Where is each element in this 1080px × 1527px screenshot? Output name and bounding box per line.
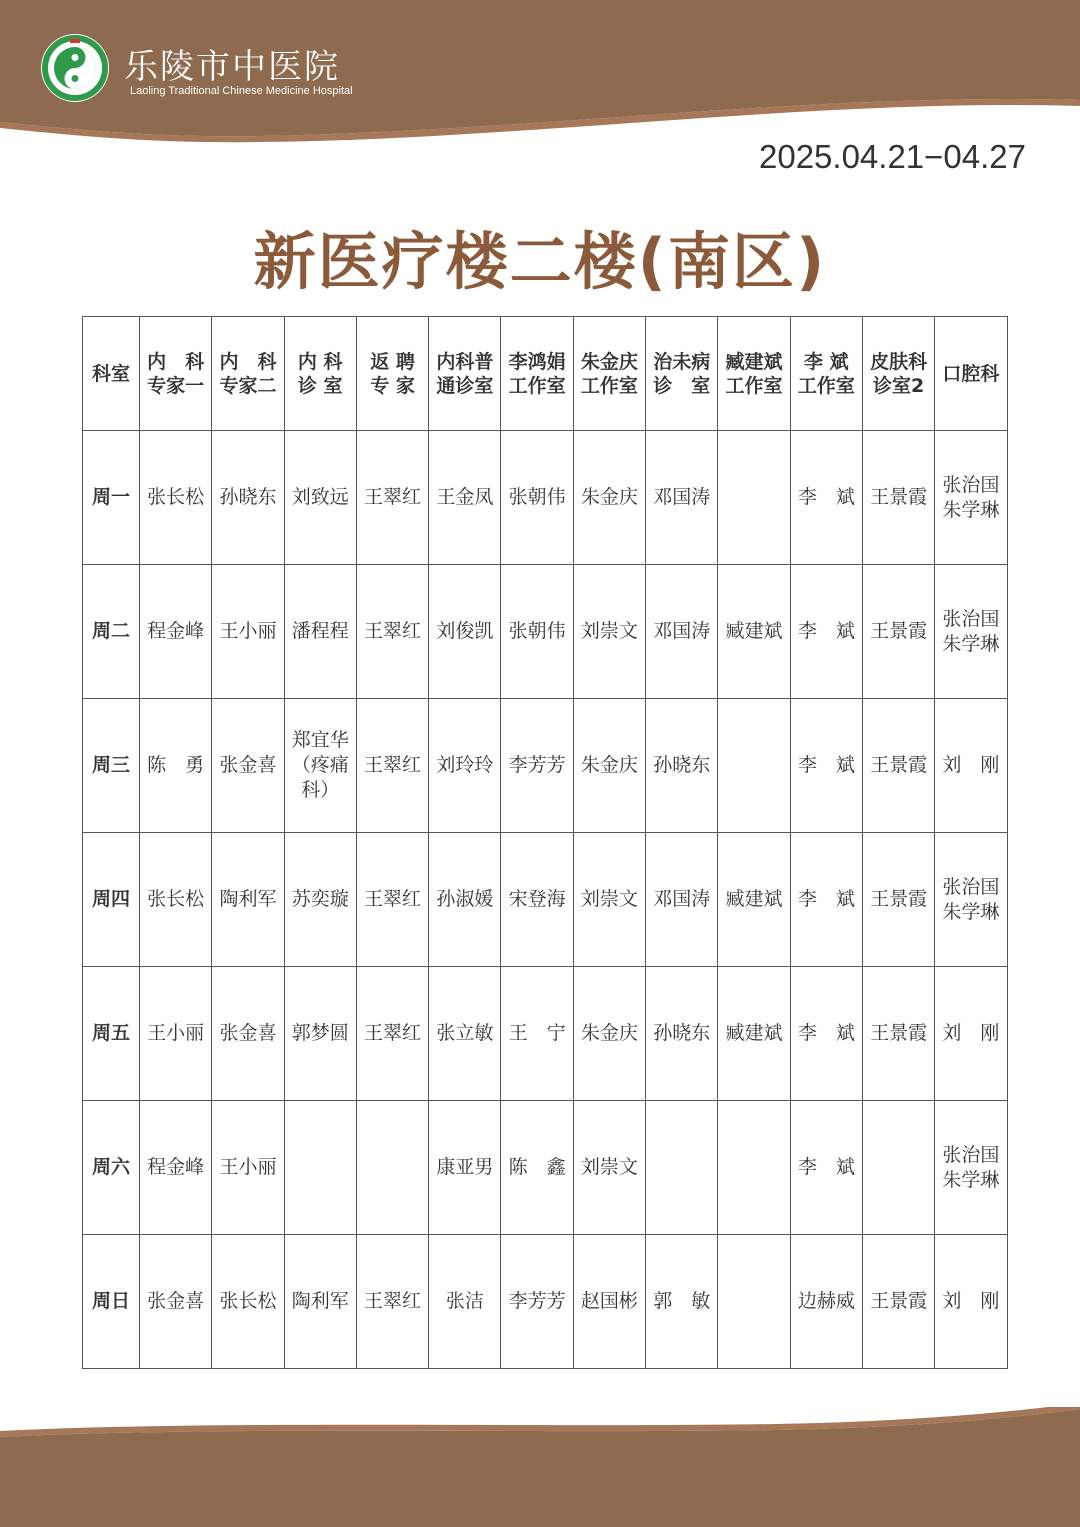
column-header-line: 通诊室 — [436, 374, 494, 397]
duty-cell — [284, 431, 356, 565]
duty-schedule-table — [82, 316, 1008, 1369]
duty-cell — [573, 1101, 645, 1235]
duty-cell — [790, 565, 862, 699]
column-header — [790, 317, 862, 431]
duty-cell — [284, 833, 356, 967]
duty-cell — [356, 1235, 428, 1369]
column-header-line: 返 聘 — [370, 350, 415, 373]
doctor-name: 李芳芳 — [508, 1290, 566, 1312]
duty-cell — [573, 833, 645, 967]
doctor-name: 张金喜 — [219, 754, 277, 776]
duty-cell — [429, 1235, 501, 1369]
duty-cell — [212, 833, 284, 967]
table-row — [83, 1235, 1008, 1369]
doctor-name: 张治国 — [942, 473, 1000, 496]
duty-cell — [212, 699, 284, 833]
duty-cell — [501, 699, 573, 833]
table-row — [83, 967, 1008, 1101]
day-label: 周六 — [83, 1101, 140, 1235]
duty-cell — [790, 1101, 862, 1235]
date-range: 2025.04.21−04.27 — [758, 138, 1026, 175]
page-title: 新医疗楼二楼(南区) — [253, 225, 827, 298]
duty-cell — [646, 565, 718, 699]
duty-cell — [212, 1101, 284, 1235]
day-label: 周四 — [83, 833, 140, 967]
duty-cell — [790, 967, 862, 1101]
doctor-name: 王景霞 — [870, 486, 928, 508]
column-header-line: 口腔科 — [942, 362, 1000, 385]
duty-cell — [284, 967, 356, 1101]
doctor-name: 张金喜 — [219, 1022, 277, 1044]
doctor-name: 李 斌 — [797, 486, 855, 508]
doctor-name: 刘崇文 — [580, 620, 638, 642]
duty-cell — [429, 1101, 501, 1235]
duty-cell — [284, 699, 356, 833]
doctor-name: 刘玲玲 — [436, 754, 494, 776]
doctor-name: 孙晓东 — [219, 486, 277, 508]
table-row — [83, 1101, 1008, 1235]
footer-band — [0, 1407, 1080, 1527]
doctor-name: 朱学琳 — [942, 900, 1000, 923]
duty-cell — [935, 431, 1007, 565]
doctor-name: 张治国 — [942, 875, 1000, 898]
doctor-name: 刘 刚 — [942, 1022, 1000, 1044]
column-header — [573, 317, 645, 431]
column-header-line: 诊室2 — [873, 374, 925, 397]
doctor-name: 张洁 — [445, 1290, 484, 1312]
table-row — [83, 699, 1008, 833]
day-label: 周五 — [83, 967, 140, 1101]
doctor-name: 朱学琳 — [942, 632, 1000, 655]
column-header — [212, 317, 284, 431]
duty-cell — [501, 1235, 573, 1369]
column-header-line: 专 家 — [370, 374, 415, 397]
duty-cell — [573, 1235, 645, 1369]
column-header-line: 工作室 — [725, 374, 783, 397]
duty-cell — [140, 833, 212, 967]
duty-cell — [862, 565, 934, 699]
duty-cell — [501, 565, 573, 699]
column-header-line: 工作室 — [508, 374, 566, 397]
duty-cell — [646, 431, 718, 565]
duty-cell — [284, 1101, 356, 1235]
doctor-name: 臧建斌 — [725, 1022, 783, 1044]
duty-cell — [356, 967, 428, 1101]
column-header — [140, 317, 212, 431]
doctor-name: 孙晓东 — [653, 754, 711, 776]
duty-cell — [646, 833, 718, 967]
doctor-name: 朱金庆 — [580, 754, 638, 776]
duty-cell — [140, 1101, 212, 1235]
doctor-name: 王翠红 — [364, 888, 422, 910]
doctor-name: 王小丽 — [219, 1156, 277, 1178]
duty-cell — [718, 699, 790, 833]
doctor-name: 潘程程 — [291, 620, 349, 642]
column-header — [646, 317, 718, 431]
duty-cell — [573, 431, 645, 565]
duty-cell — [935, 699, 1007, 833]
duty-cell — [140, 565, 212, 699]
column-header-line: 内 科 — [219, 350, 277, 373]
doctor-name: 王翠红 — [364, 754, 422, 776]
column-header — [862, 317, 934, 431]
duty-cell — [356, 699, 428, 833]
doctor-name: 王景霞 — [870, 620, 928, 642]
doctor-name: 王景霞 — [870, 754, 928, 776]
duty-cell — [356, 833, 428, 967]
duty-cell — [356, 565, 428, 699]
duty-cell — [862, 699, 934, 833]
table-row — [83, 833, 1008, 967]
doctor-name: 张治国 — [942, 607, 1000, 630]
doctor-name: 臧建斌 — [725, 888, 783, 910]
doctor-name: 陶利军 — [219, 888, 277, 910]
column-header-line: 治未病 — [653, 350, 711, 373]
duty-cell — [718, 967, 790, 1101]
doctor-name: （疼痛 — [291, 754, 349, 776]
duty-cell — [429, 967, 501, 1101]
doctor-name: 邓国涛 — [653, 888, 711, 910]
duty-cell — [935, 565, 1007, 699]
duty-cell — [429, 833, 501, 967]
doctor-name: 李 斌 — [797, 620, 855, 642]
doctor-name: 张长松 — [147, 888, 205, 910]
duty-cell — [212, 565, 284, 699]
duty-cell — [140, 1235, 212, 1369]
duty-cell — [935, 833, 1007, 967]
doctor-name: 刘致远 — [291, 486, 349, 508]
doctor-name: 李 斌 — [797, 1156, 855, 1178]
doctor-name: 郑宜华 — [291, 729, 349, 751]
doctor-name: 张朝伟 — [508, 620, 566, 642]
doctor-name: 王金凤 — [436, 486, 494, 508]
doctor-name: 王小丽 — [219, 620, 277, 642]
hospital-name-en: Laoling Traditional Chinese Medicine Hospital — [130, 85, 353, 97]
doctor-name: 张金喜 — [147, 1290, 205, 1312]
doctor-name: 孙晓东 — [653, 1022, 711, 1044]
column-header-line: 诊 室 — [653, 374, 711, 397]
column-header-line: 李鸿娟 — [508, 350, 566, 373]
duty-cell — [935, 1101, 1007, 1235]
doctor-name: 陈 勇 — [147, 754, 205, 776]
header-corner: 科室 — [83, 317, 140, 431]
doctor-name: 李 斌 — [797, 888, 855, 910]
duty-cell — [501, 833, 573, 967]
duty-cell — [646, 1101, 718, 1235]
duty-cell — [718, 431, 790, 565]
duty-cell — [212, 967, 284, 1101]
duty-cell — [429, 565, 501, 699]
doctor-name: 王 宁 — [508, 1022, 566, 1044]
hospital-logo-icon — [40, 33, 110, 103]
duty-cell — [935, 1235, 1007, 1369]
duty-cell — [790, 1235, 862, 1369]
duty-cell — [862, 833, 934, 967]
column-header-line: 诊 室 — [297, 374, 343, 397]
column-header-line: 朱金庆 — [580, 350, 638, 373]
duty-cell — [140, 431, 212, 565]
doctor-name: 朱学琳 — [942, 498, 1000, 521]
doctor-name: 张长松 — [219, 1290, 277, 1312]
doctor-name: 张立敏 — [436, 1022, 494, 1044]
duty-cell — [862, 967, 934, 1101]
duty-cell — [646, 967, 718, 1101]
doctor-name: 程金峰 — [147, 1156, 205, 1178]
doctor-name: 边赫威 — [797, 1290, 855, 1312]
table-header-row — [83, 317, 1008, 431]
column-header — [429, 317, 501, 431]
column-header — [935, 317, 1007, 431]
doctor-name: 科） — [301, 779, 340, 801]
column-header — [284, 317, 356, 431]
duty-cell — [212, 431, 284, 565]
duty-cell — [862, 1235, 934, 1369]
column-header — [718, 317, 790, 431]
doctor-name: 郭梦圆 — [291, 1022, 349, 1044]
duty-cell — [862, 1101, 934, 1235]
column-header-line: 内 科 — [147, 350, 205, 373]
column-header-line: 内科普 — [436, 350, 494, 373]
doctor-name: 苏奕璇 — [291, 888, 349, 910]
doctor-name: 宋登海 — [508, 888, 566, 910]
doctor-name: 王景霞 — [870, 1022, 928, 1044]
duty-cell — [284, 565, 356, 699]
column-header-line: 内 科 — [297, 350, 343, 373]
doctor-name: 朱学琳 — [942, 1168, 1000, 1191]
duty-cell — [501, 1101, 573, 1235]
column-header-line: 臧建斌 — [725, 350, 783, 373]
doctor-name: 王景霞 — [870, 1290, 928, 1312]
duty-cell — [790, 833, 862, 967]
duty-cell — [646, 1235, 718, 1369]
day-label: 周二 — [83, 565, 140, 699]
duty-cell — [501, 431, 573, 565]
doctor-name: 刘 刚 — [942, 1290, 1000, 1312]
duty-cell — [140, 967, 212, 1101]
column-header — [356, 317, 428, 431]
duty-cell — [212, 1235, 284, 1369]
doctor-name: 赵国彬 — [580, 1290, 638, 1312]
doctor-name: 康亚男 — [436, 1156, 494, 1178]
doctor-name: 王景霞 — [870, 888, 928, 910]
doctor-name: 陈 鑫 — [508, 1156, 566, 1178]
duty-cell — [429, 431, 501, 565]
column-header-line: 工作室 — [797, 374, 855, 397]
duty-cell — [501, 967, 573, 1101]
duty-cell — [790, 431, 862, 565]
doctor-name: 王小丽 — [147, 1022, 205, 1044]
duty-cell — [718, 833, 790, 967]
doctor-name: 李 斌 — [797, 1022, 855, 1044]
duty-cell — [573, 565, 645, 699]
column-header-line: 皮肤科 — [870, 350, 928, 373]
duty-cell — [646, 699, 718, 833]
duty-cell — [718, 1235, 790, 1369]
doctor-name: 朱金庆 — [580, 486, 638, 508]
day-label: 周一 — [83, 431, 140, 565]
doctor-name: 刘崇文 — [580, 888, 638, 910]
doctor-name: 刘 刚 — [942, 754, 1000, 776]
doctor-name: 王翠红 — [364, 620, 422, 642]
duty-cell — [862, 431, 934, 565]
column-header-line: 工作室 — [580, 374, 638, 397]
doctor-name: 刘崇文 — [580, 1156, 638, 1178]
doctor-name: 朱金庆 — [580, 1022, 638, 1044]
column-header — [501, 317, 573, 431]
doctor-name: 王翠红 — [364, 1022, 422, 1044]
doctor-name: 王翠红 — [364, 1290, 422, 1312]
hospital-name: 乐陵市中医院 — [124, 47, 340, 87]
doctor-name: 李 斌 — [797, 754, 855, 776]
doctor-name: 邓国涛 — [653, 486, 711, 508]
duty-cell — [718, 1101, 790, 1235]
column-header-line: 专家二 — [219, 374, 277, 397]
column-header-line: 李 斌 — [804, 350, 849, 373]
duty-cell — [356, 431, 428, 565]
doctor-name: 张朝伟 — [508, 486, 566, 508]
table-body — [83, 431, 1008, 1369]
duty-cell — [790, 699, 862, 833]
duty-cell — [718, 565, 790, 699]
duty-cell — [573, 967, 645, 1101]
doctor-name: 李芳芳 — [508, 754, 566, 776]
table-row — [83, 565, 1008, 699]
doctor-name: 陶利军 — [291, 1290, 349, 1312]
table-row — [83, 431, 1008, 565]
duty-cell — [284, 1235, 356, 1369]
doctor-name: 张治国 — [942, 1143, 1000, 1166]
duty-cell — [573, 699, 645, 833]
duty-cell — [356, 1101, 428, 1235]
day-label: 周三 — [83, 699, 140, 833]
doctor-name: 孙淑媛 — [436, 888, 494, 910]
doctor-name: 张长松 — [147, 486, 205, 508]
doctor-name: 程金峰 — [147, 620, 205, 642]
doctor-name: 邓国涛 — [653, 620, 711, 642]
duty-cell — [935, 967, 1007, 1101]
doctor-name: 王翠红 — [364, 486, 422, 508]
column-header-line: 专家一 — [147, 374, 205, 397]
doctor-name: 臧建斌 — [725, 620, 783, 642]
duty-cell — [429, 699, 501, 833]
doctor-name: 郭 敏 — [653, 1290, 711, 1312]
day-label: 周日 — [83, 1235, 140, 1369]
doctor-name: 刘俊凯 — [436, 620, 494, 642]
duty-cell — [140, 699, 212, 833]
